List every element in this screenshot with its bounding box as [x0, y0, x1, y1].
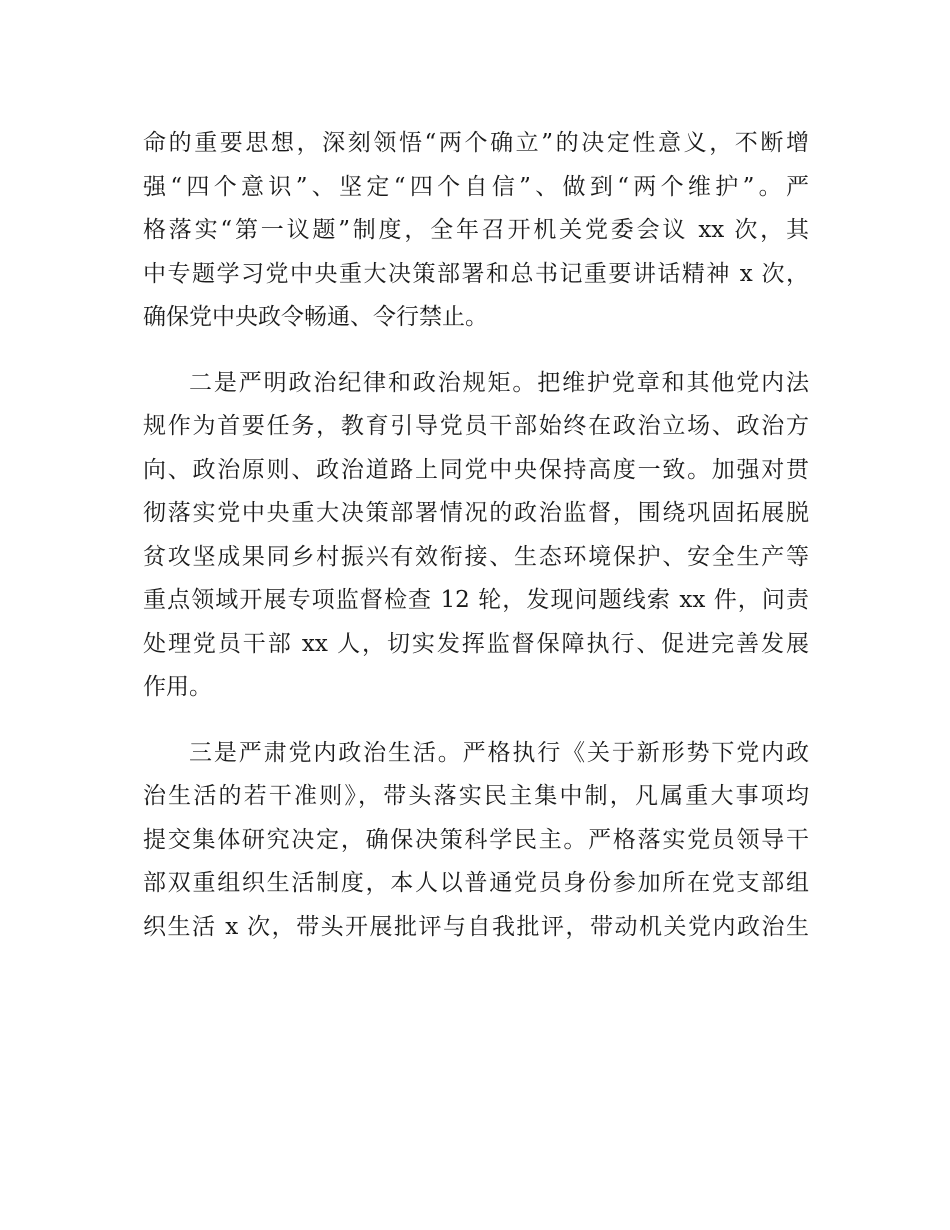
text-line: 命的重要思想，深刻领悟“两个确立”的决定性意义，不断增 — [143, 130, 809, 156]
paragraph-3 — [143, 732, 809, 950]
text-line: 部双重组织生活制度，本人以普通党员身份参加所在党支部组 — [143, 870, 809, 896]
text-line: 处理党员干部 xx 人，切实发挥监督保障执行、促进完善发展 — [143, 630, 809, 657]
text-line: 重点领域开展专项监督检查 12 轮，发现问题线索 xx 件，问责 — [143, 587, 809, 613]
document-body — [143, 122, 809, 949]
text-line: 彻落实党中央重大决策部署情况的政治监督，围绕巩固拓展脱 — [143, 500, 809, 526]
text-line: 三是严肃党内政治生活。严格执行《关于新形势下党内政 — [189, 739, 809, 766]
text-line: 贫攻坚成果同乡村振兴有效衔接、生态环境保护、安全生产等 — [143, 543, 809, 570]
text-line: 中专题学习党中央重大决策部署和总书记重要讲话精神 x 次， — [143, 260, 809, 287]
text-line: 规作为首要任务，教育引导党员干部始终在政治立场、政治方 — [143, 413, 809, 439]
paragraph-1 — [143, 122, 809, 340]
text-line: 治生活的若干准则》，带头落实民主集中制，凡属重大事项均 — [143, 783, 809, 809]
text-line: 织生活 x 次，带头开展批评与自我批评，带动机关党内政治生 — [143, 913, 809, 940]
text-line: 提交集体研究决定，确保决策科学民主。严格落实党员领导干 — [143, 826, 809, 853]
text-line: 强“四个意识”、坚定“四个自信”、做到“两个维护”。严 — [143, 173, 809, 200]
text-line: 确保党中央政令畅通、令行禁止。 — [143, 304, 488, 330]
text-line: 格落实“第一议题”制度，全年召开机关党委会议 xx 次，其 — [143, 217, 809, 243]
text-line: 向、政治原则、政治道路上同党中央保持高度一致。加强对贯 — [143, 456, 809, 483]
text-line: 作用。 — [143, 674, 212, 700]
paragraph-2 — [143, 362, 809, 710]
text-line: 二是严明政治纪律和政治规矩。把维护党章和其他党内法 — [189, 369, 809, 396]
